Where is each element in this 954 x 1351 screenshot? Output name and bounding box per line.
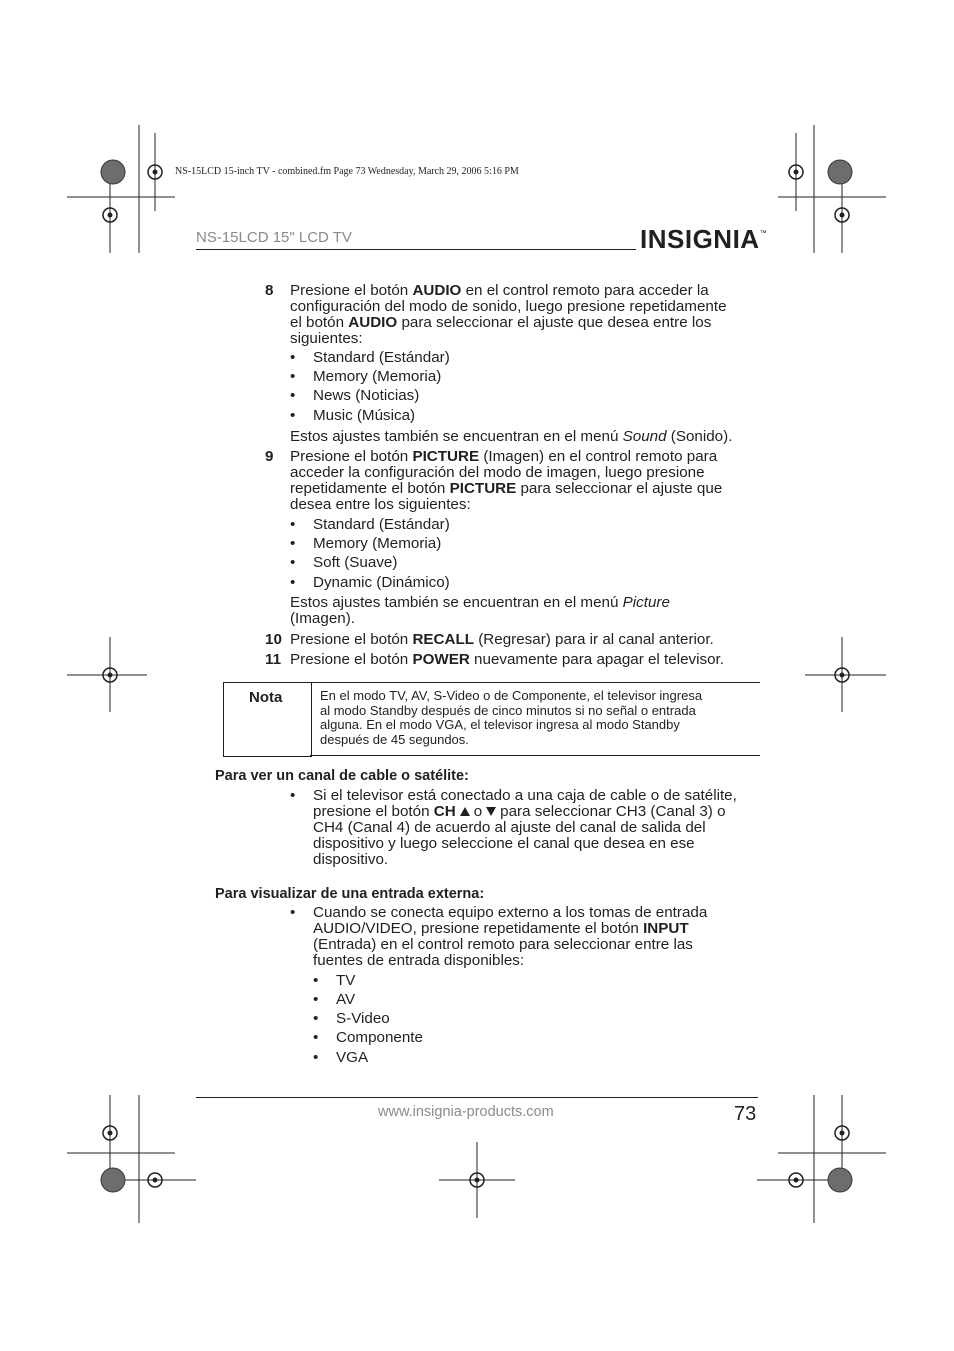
step-9-note: Estos ajustes también se encuentran en el menú Picture (Imagen).	[290, 594, 670, 627]
cable-text: Si el televisor está conectado a una caja de cable o de satélite, presione el botón CH o para seleccionar CH3 (Canal 3) o CH4 (Canal 4) de acuerdo al ajuste del canal de salida del dispositivo y luego seleccione el canal que desea en ese dispositivo.	[313, 787, 737, 868]
external-text: Cuando se conecta equipo externo a los tomas de entrada AUDIO/VIDEO, presione repetidamente el botón INPUT (Entrada) en el control remoto para seleccionar entre las fuentes de entrada disponibles:	[313, 904, 708, 969]
step-11-text: Presione el botón POWER nuevamente para apagar el televisor.	[290, 651, 724, 668]
step-9-number: 9	[265, 448, 274, 465]
step-8-text: Presione el botón AUDIO en el control remoto para acceder la configuración del modo de sonido, luego presione repetidamente el botón AUDIO para seleccionar el ajuste que desea entre los siguientes:	[290, 282, 727, 347]
insignia-logo: INSIGNIA™	[640, 224, 768, 254]
note-text: En el modo TV, AV, S-Video o de Componente, el televisor ingresa al modo Standby después de cinco minutos si no señal o entrada alguna. En el modo VGA, el televisor ingresa al modo Standby después de 45 segundos.	[320, 688, 703, 747]
step-10-number: 10	[265, 631, 282, 648]
step-11-number: 11	[265, 651, 282, 668]
header-rule	[196, 249, 636, 250]
arrow-up-icon	[460, 807, 470, 816]
external-heading: Para visualizar de una entrada externa:	[215, 886, 485, 902]
note-bottom-rule	[310, 755, 760, 756]
footer-rule	[196, 1097, 758, 1098]
note-top-rule	[310, 682, 760, 683]
cable-heading: Para ver un canal de cable o satélite:	[215, 768, 469, 784]
print-header: NS-15LCD 15-inch TV - combined.fm Page 73 Wednesday, March 29, 2006 5:16 PM	[175, 166, 519, 177]
note-label: Nota	[249, 689, 283, 706]
step-8-number: 8	[265, 282, 274, 299]
arrow-down-icon	[486, 807, 496, 816]
running-head: NS-15LCD 15" LCD TV	[196, 229, 352, 246]
step-9-text: Presione el botón PICTURE (Imagen) en el control remoto para acceder la configuración del modo de imagen, luego presione repetidamente el botón PICTURE para seleccionar el ajuste que desea entre los siguientes:	[290, 448, 723, 513]
footer-url: www.insignia-products.com	[378, 1104, 554, 1120]
step-10-text: Presione el botón RECALL (Regresar) para ir al canal anterior.	[290, 631, 714, 648]
page-number: 73	[734, 1103, 757, 1125]
step-8-note: Estos ajustes también se encuentran en el menú Sound (Sonido).	[290, 428, 733, 445]
